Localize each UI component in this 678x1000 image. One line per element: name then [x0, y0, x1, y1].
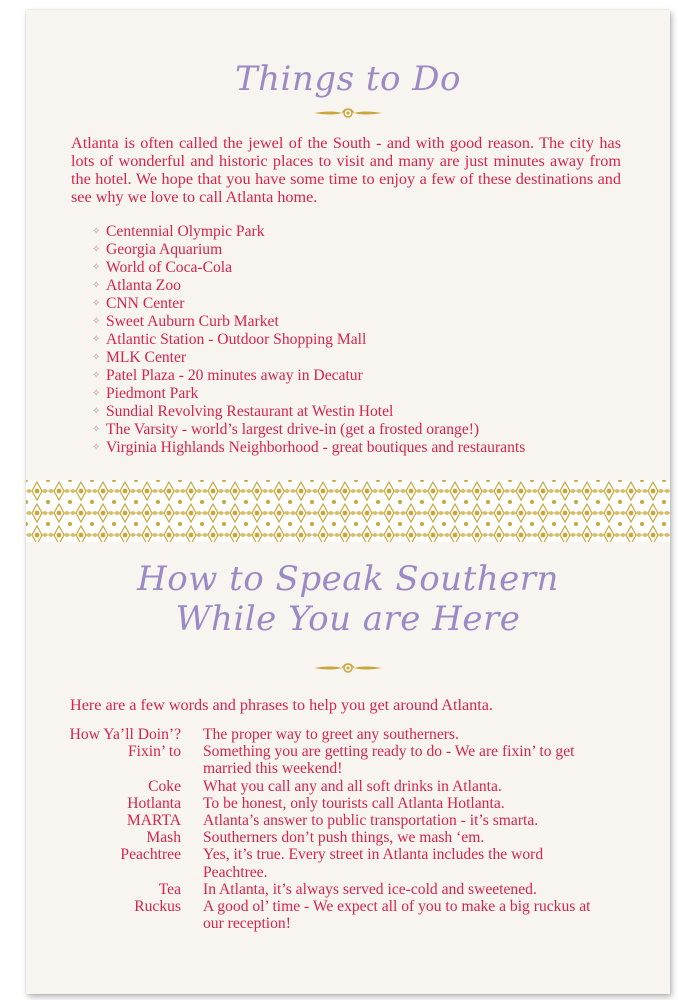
place-name: Piedmont Park [106, 385, 199, 402]
place-name: MLK Center [106, 349, 187, 366]
glossary-definition: Southerners don’t push things, we mash ‘em. [203, 829, 485, 847]
glossary-definition: To be honest, only tourists call Atlanta Hotlanta. [203, 794, 505, 812]
things-to-do-title: Things to Do [234, 59, 462, 99]
southern-glossary [26, 726, 670, 932]
place-name: Georgia Aquarium [106, 241, 223, 258]
place-name: Atlantic Station - Outdoor Shopping Mall [106, 331, 367, 348]
place-name: Virginia Highlands Neighborhood - great boutiques and restaurants [106, 439, 526, 456]
glossary-row [26, 778, 670, 795]
place-list-item [92, 403, 525, 421]
glossary-term: Coke [148, 777, 181, 795]
place-name: World of Coca-Cola [106, 259, 233, 276]
glossary-row [26, 881, 670, 898]
place-name: Atlanta Zoo [106, 277, 181, 294]
place-name: Sweet Auburn Curb Market [106, 313, 279, 330]
place-name: The Varsity - world’s largest drive-in (get a frosted orange!) [106, 421, 480, 438]
place-list-item [92, 259, 525, 277]
place-list-item [92, 241, 525, 259]
glossary-definition: In Atlanta, it’s always served ice-cold and sweetened. [203, 880, 537, 898]
place-list-item [92, 277, 525, 295]
flourish-divider-icon [312, 660, 384, 676]
speak-southern-title-line1: How to Speak Southern [137, 559, 559, 599]
sparkle-bullet-icon: ✧ [92, 226, 101, 237]
glossary-row [26, 743, 670, 777]
places-list [92, 223, 525, 457]
glossary-row [26, 898, 670, 932]
glossary-term: Fixin’ to [128, 743, 181, 761]
place-list-item [92, 385, 525, 403]
glossary-row [26, 846, 670, 880]
glossary-term: Peachtree [120, 846, 181, 864]
place-list-item [92, 223, 525, 241]
glossary-definition: Atlanta’s answer to public transportation - it’s smarta. [203, 812, 539, 830]
place-list-item [92, 313, 525, 331]
place-list-item [92, 421, 525, 439]
place-name: Patel Plaza - 20 minutes away in Decatur [106, 367, 363, 384]
speak-southern-title-line2: While You are Here [175, 599, 521, 639]
glossary-definition: The proper way to greet any southerners. [203, 726, 459, 743]
place-name: CNN Center [106, 295, 185, 312]
glossary-term: Tea [158, 880, 181, 898]
glossary-term: How Ya’ll Doin’? [69, 726, 181, 743]
place-list-item [92, 295, 525, 313]
sparkle-bullet-icon: ✧ [92, 280, 101, 291]
sparkle-bullet-icon: ✧ [92, 244, 101, 255]
place-list-item [92, 367, 525, 385]
glossary-row [26, 726, 670, 743]
sparkle-bullet-icon: ✧ [92, 388, 101, 399]
sparkle-bullet-icon: ✧ [92, 298, 101, 309]
place-name: Centennial Olympic Park [106, 223, 265, 240]
glossary-term: Hotlanta [127, 794, 181, 812]
sparkle-bullet-icon: ✧ [92, 370, 101, 381]
glossary-definition: Yes, it’s true. Every street in Atlanta includes the word Peachtree. [203, 846, 544, 881]
glossary-row [26, 795, 670, 812]
sparkle-bullet-icon: ✧ [92, 262, 101, 273]
glossary-row [26, 812, 670, 829]
sparkle-bullet-icon: ✧ [92, 424, 101, 435]
sparkle-bullet-icon: ✧ [92, 352, 101, 363]
sparkle-bullet-icon: ✧ [92, 316, 101, 327]
phrases-intro: Here are a few words and phrases to help you get around Atlanta. [70, 696, 493, 714]
place-name: Sundial Revolving Restaurant at Westin Hotel [106, 403, 394, 420]
glossary-term: Ruckus [134, 898, 181, 916]
glossary-term: Mash [146, 829, 181, 847]
glossary-row [26, 829, 670, 846]
things-intro-paragraph: Atlanta is often called the jewel of the South - and with good reason. The city has lots of wonderful and historic places to visit and many are just minutes away from the hotel. We hope that you have some time to enjoy a few of these destinations and see why we love to call Atlanta home. [71, 134, 621, 206]
place-list-item [92, 349, 525, 367]
sparkle-bullet-icon: ✧ [92, 442, 101, 453]
sparkle-bullet-icon: ✧ [92, 406, 101, 417]
glossary-definition: Something you are getting ready to do - We are fixin’ to get married this weekend! [203, 743, 575, 778]
program-card [26, 10, 670, 994]
damask-band-ornament [26, 480, 670, 542]
flourish-divider-icon [312, 105, 384, 121]
glossary-definition: A good ol’ time - We expect all of you to make a big ruckus at our reception! [203, 898, 591, 933]
glossary-definition: What you call any and all soft drinks in Atlanta. [203, 777, 502, 795]
place-list-item [92, 331, 525, 349]
sparkle-bullet-icon: ✧ [92, 334, 101, 345]
glossary-term: MARTA [126, 812, 181, 830]
place-list-item [92, 439, 525, 457]
